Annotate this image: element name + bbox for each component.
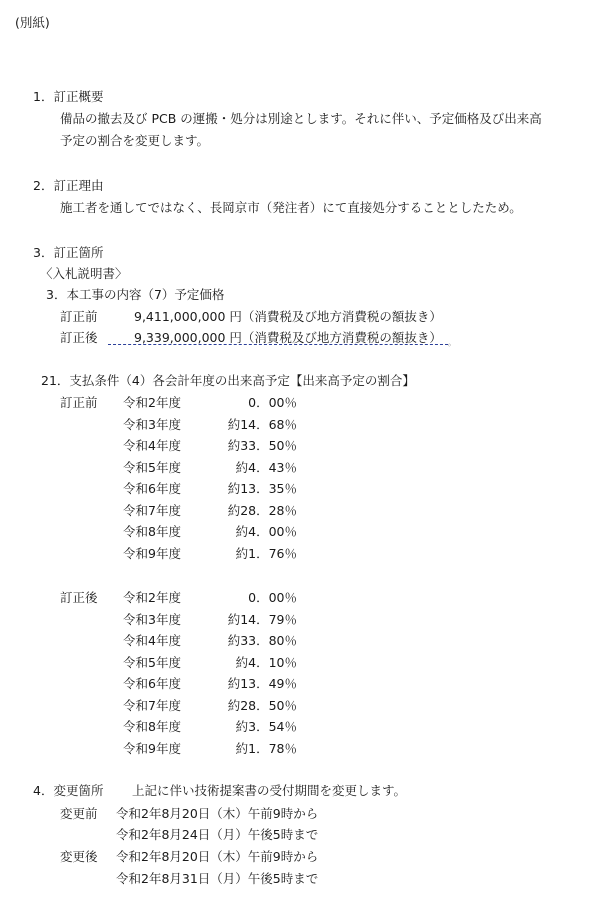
section4-description: 上記に伴い技術提案書の受付期間を変更します。 (132, 783, 407, 798)
section4-title: 4．変更箇所 (33, 783, 104, 798)
payment-row-percent: 0．00％ (248, 395, 297, 410)
payment-row-percent: 約33．50％ (227, 438, 297, 453)
payment-row-percent: 約33．80％ (227, 633, 297, 648)
payment-row-percent: 約1．78％ (235, 740, 297, 756)
schedule-before-label: 変更前 (60, 806, 98, 821)
payment-row-year: 令和9年度 (123, 545, 181, 561)
price-before-label: 訂正前 (60, 309, 98, 324)
payment-after-label: 訂正後 (60, 590, 98, 605)
payment-row-year: 令和9年度 (123, 740, 181, 756)
payment-before-label: 訂正前 (60, 395, 98, 410)
payment-row-year: 令和3年度 (123, 416, 181, 432)
payment-row-percent: 0．00％ (248, 590, 297, 605)
payment-row-year: 令和5年度 (123, 654, 181, 670)
price-after-value: 9,339,000,000 円（消費税及び地方消費税の額抜き） (134, 330, 442, 345)
payment-row-year: 令和8年度 (123, 719, 181, 734)
payment-row-year: 令和7年度 (123, 502, 181, 518)
schedule-after-label: 変更後 (60, 849, 98, 864)
section1-body-line1: 備品の撤去及び PCB の運搬・処分は別途とします。それに伴い、予定価格及び出来高 (60, 111, 542, 126)
payment-row-percent: 約14．79％ (227, 611, 297, 627)
payment-row-year: 令和4年度 (123, 438, 181, 453)
payment-row-percent: 約3．54％ (235, 719, 297, 734)
payment-row-percent: 約13．35％ (227, 481, 297, 496)
price-heading: 3．本工事の内容（7）予定価格 (46, 287, 225, 302)
payment-row-year: 令和2年度 (123, 395, 181, 410)
section2-body: 施工者を通してではなく、長岡京市（発注者）にて直接処分することとしたため。 (60, 200, 522, 215)
payment-row-year: 令和4年度 (123, 633, 181, 648)
payment-row-percent: 約4．43％ (235, 459, 297, 475)
payment-row-percent: 約13．49％ (227, 676, 297, 691)
payment-row-year: 令和7年度 (123, 697, 181, 713)
payment-row-year: 令和3年度 (123, 611, 181, 627)
payment-heading: 21．支払条件（4）各会計年度の出来高予定【出来高予定の割合】 (41, 373, 415, 388)
payment-row-year: 令和6年度 (123, 481, 181, 496)
schedule-after-start: 令和2年8月20日（木）午前9時から (116, 849, 319, 864)
payment-row-year: 令和8年度 (123, 524, 181, 539)
payment-row-year: 令和6年度 (123, 676, 181, 691)
schedule-before-start: 令和2年8月20日（木）午前9時から (116, 806, 319, 821)
payment-row-percent: 約28．50％ (227, 697, 297, 713)
section1-title: 1．訂正概要 (33, 89, 104, 104)
payment-row-year: 令和5年度 (123, 459, 181, 475)
schedule-before-end: 令和2年8月24日（月）午後5時まで (116, 827, 319, 842)
document-name: 〈入札説明書〉 (40, 266, 128, 281)
attachment-label: (別紙) (15, 15, 50, 30)
schedule-after-end: 令和2年8月31日（月）午後5時まで (116, 871, 319, 886)
payment-row-percent: 約4．00％ (235, 524, 297, 539)
payment-row-percent: 約4．10％ (235, 654, 297, 670)
payment-row-percent: 約14．68％ (227, 416, 297, 432)
payment-row-year: 令和2年度 (123, 590, 181, 605)
price-before-value: 9,411,000,000 円（消費税及び地方消費税の額抜き） (134, 309, 442, 324)
section3-title: 3．訂正箇所 (33, 245, 104, 260)
section1-body-line2: 予定の割合を変更します。 (60, 133, 210, 148)
payment-row-percent: 約28．28％ (227, 502, 297, 518)
price-dashed-underline (108, 344, 448, 345)
underline-end-mark: ◦ (447, 341, 452, 350)
section2-title: 2．訂正理由 (33, 178, 104, 193)
payment-row-percent: 約1．76％ (235, 545, 297, 561)
price-after-label: 訂正後 (60, 330, 98, 345)
